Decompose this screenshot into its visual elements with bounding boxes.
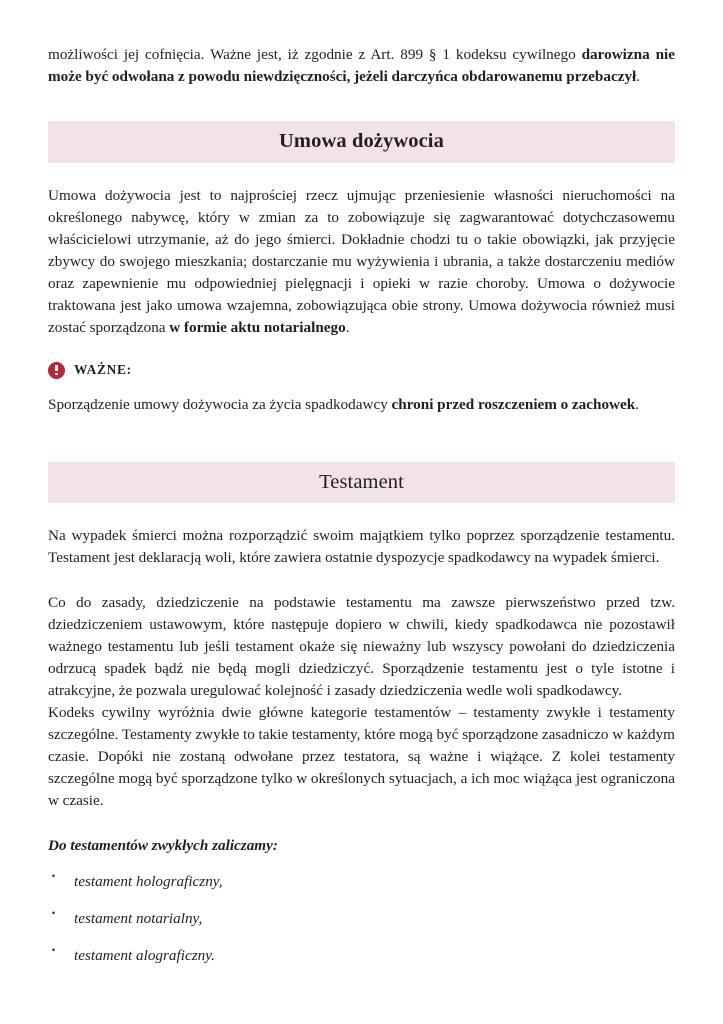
spacer	[48, 88, 675, 121]
testament-paragraph-3: Kodeks cywilny wyróżnia dwie główne kategorie testamentów – testamenty zwykłe i testamenty szczególne. Testamenty zwykłe to takie testamenty, które mogą być sporządzone zasadniczo w każdym czasie. Dopóki nie zostaną odwołane przez testatora, są ważne i wiążące. Z kolei testamenty szczególne mogą być sporządzone tylko w określonych sytuacjach, a ich moc wiążąca jest ograniczona w czasie.	[48, 704, 675, 810]
umowa-text-normal-1: Umowa dożywocia jest to najprościej rzecz ujmując przeniesienie własności nieruchomości na określonego nabywcę, który w zmian za to zobowiązuje się zagwarantować dotychczasowemu właścicielowi utrzymanie, aż do jego śmierci. Dokładnie chodzi tu o takie obowiązki, jak przyjęcie zbywcy do swojego mieszkania; dostarczanie mu wyżywienia i ubrania, a także dostarczeniu mediów oraz zapewnienie mu odpowiedniej pielęgnacji i opieki w razie choroby. Umowa o dożywocie traktowana jest jako umowa wzajemna, zobowiązująca obie strony. Umowa dożywocia również musi zostać sporządzona	[48, 186, 675, 337]
section-heading-umowa-dozywocia: Umowa dożywocia	[279, 130, 444, 153]
callout-text-normal-2: .	[635, 395, 639, 413]
important-callout-text	[48, 394, 675, 416]
important-callout-header	[48, 362, 675, 379]
spacer	[48, 416, 675, 462]
testament-paragraph-2: Co do zasady, dziedziczenie na podstawie testamentu ma zawsze pierwszeństwo przed tzw. dziedziczeniem ustawowym, które następuje dopiero w chwili, kiedy spadkodawca nie pozostawił ważnego testamentu lub jeśli testament okaże się nieważny lub wszyscy powołani do dziedziczenia odrzucą spadek bądź nie będą mogli dziedziczyć. Sporządzenie testamentu jest o tyle istotne i atrakcyjne, że pozwala uregulować kolejność i zasady dziedziczenia wedle woli spadkodawcy.	[48, 593, 675, 699]
umowa-text-normal-2: .	[345, 319, 350, 337]
intro-text-normal-1: możliwości jej cofnięcia. Ważne jest, iż zgodnie z Art. 899 § 1 kodeksu cywilnego	[48, 46, 582, 63]
page-content	[48, 0, 675, 967]
spacer	[48, 503, 675, 525]
section-banner-umowa-dozywocia	[48, 121, 675, 163]
intro-text-normal-2: .	[636, 68, 641, 86]
testament-types-list	[48, 871, 675, 967]
spacer	[48, 340, 675, 362]
spacer	[48, 570, 675, 592]
list-item: · testament notarialny,	[48, 908, 675, 929]
umowa-text-bold-1: w formie aktu notarialnego	[169, 319, 346, 337]
testament-list-lead: Do testamentów zwykłych zaliczamy:	[48, 836, 278, 854]
section-heading-testament: Testament	[319, 470, 404, 493]
intro-paragraph	[48, 44, 675, 88]
spacer	[48, 379, 675, 394]
list-item: · testament holograficzny,	[48, 871, 675, 892]
spacer	[48, 163, 675, 185]
exclamation-circle-icon	[48, 362, 65, 379]
testament-paragraph-1: Na wypadek śmierci można rozporządzić swoim majątkiem tylko poprzez sporządzenie testamentu. Testament jest deklaracją woli, które zawiera ostatnie dyspozycje spadkodawcy na wypadek śmierci.	[48, 527, 675, 567]
spacer	[48, 813, 675, 835]
important-callout-label: WAŻNE:	[74, 362, 132, 378]
callout-text-normal-1: Sporządzenie umowy dożywocia za życia spadkodawcy	[48, 395, 392, 413]
section-banner-testament	[48, 462, 675, 504]
intro-text-bold-1: darowizna nie może być odwołana z powodu niewdzięczności, jeżeli darczyńca obdarowanemu przebaczył	[48, 46, 675, 86]
list-item: · testament alograficzny.	[48, 945, 675, 966]
callout-text-bold-1: chroni przed roszczeniem o zachowek	[391, 395, 636, 413]
umowa-dozywocia-paragraph	[48, 185, 675, 340]
